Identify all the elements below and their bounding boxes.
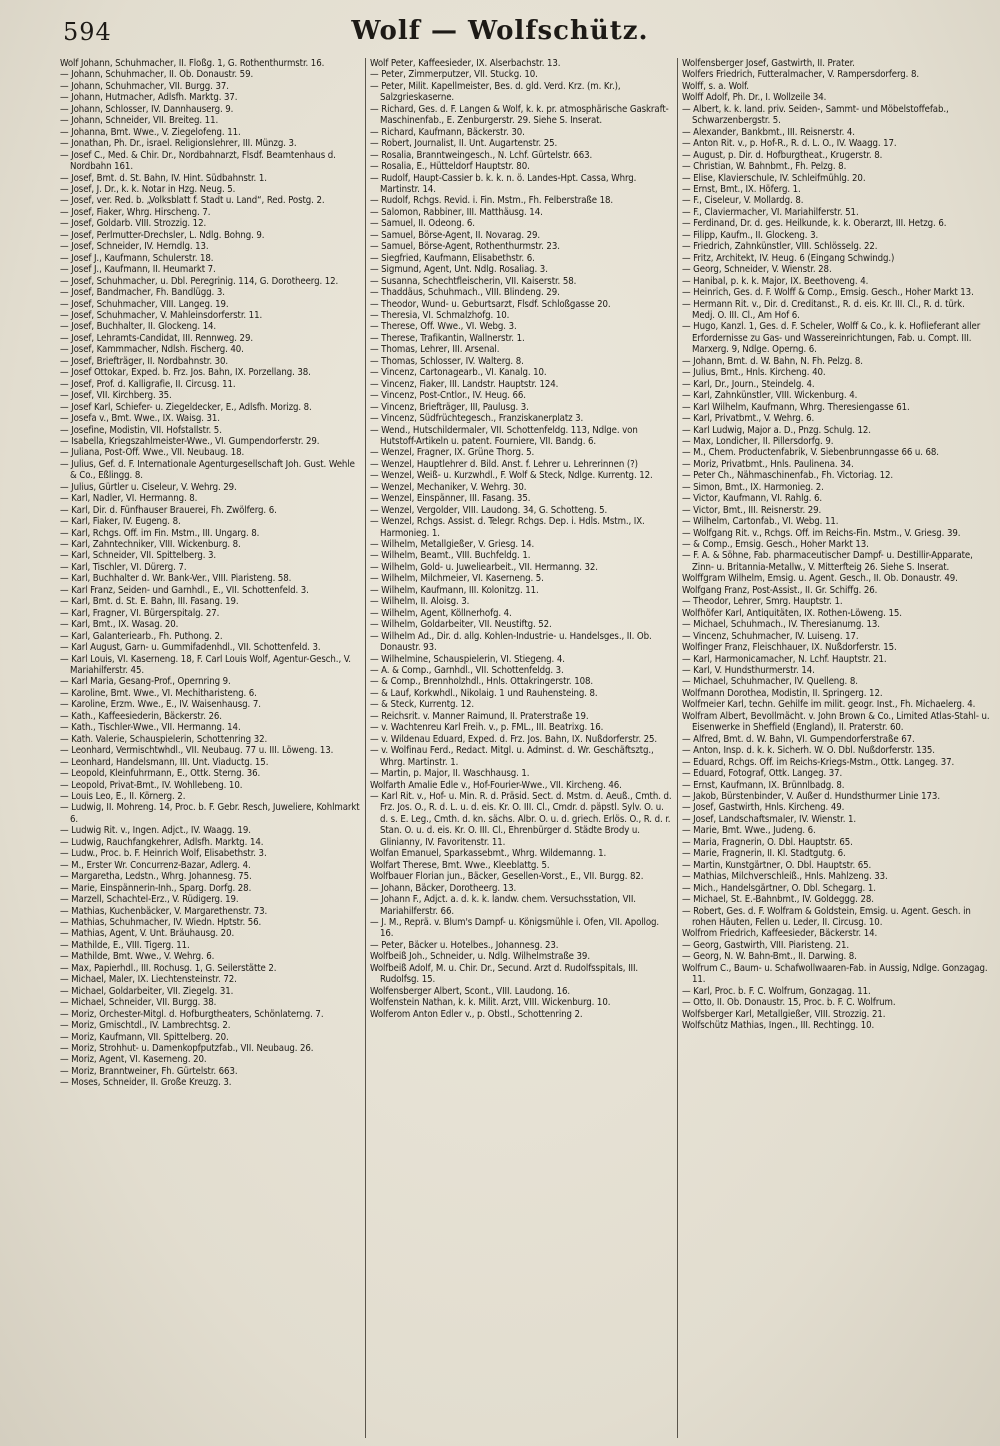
- directory-entry: — Karoline, Erzm. Wwe., E., IV. Waisenhausg. 7.: [60, 699, 261, 711]
- directory-entry: — Leopold, Privat-Bmt., IV. Wohllebeng. 10.: [60, 779, 243, 791]
- directory-entry: Wolf Johann, Schuhmacher, II. Floßg. 1, G. Rothenthurmstr. 16.: [60, 58, 325, 69]
- directory-entry: — Susanna, Schechtfleischerin, VII. Kaiserstr. 58.: [370, 275, 577, 287]
- directory-column-3: [682, 58, 990, 1438]
- directory-entry: — Karl, Dr., Journ., Steindelg. 4.: [682, 378, 815, 390]
- directory-entry: — v. Wachtenreu Karl Freih. v., p. FML., III. Beatrixg. 16.: [370, 722, 604, 734]
- directory-entry: — Josef, Kammmacher, Ndlsh. Fischerg. 40.: [60, 344, 244, 356]
- directory-entry: — Karl Maria, Gesang-Prof., Opernring 9.: [60, 676, 231, 688]
- directory-entry: — Fritz, Architekt, IV. Heug. 6 (Eingang Schwindg.): [682, 252, 895, 264]
- directory-entry: — Karl, Privatbmt., V. Wehrg. 6.: [682, 413, 815, 425]
- directory-entry: — Karl August, Garn- u. Gummifadenhdl., VII. Schottenfeld. 3.: [60, 642, 321, 654]
- directory-entry: Wolfers Friedrich, Futteralmacher, V. Rampersdorferg. 8.: [682, 69, 919, 81]
- column-divider: [365, 58, 366, 1438]
- directory-entry: — Ernst, Kaufmann, IX. Brünnlbadg. 8.: [682, 779, 845, 791]
- directory-entry: — Isabella, Kriegszahlmeister-Wwe., VI. Gumpendorferstr. 29.: [60, 435, 320, 447]
- directory-entry: — Wend., Hutschildermaler, VII. Schottenfeldg. 113, Ndlge. von Hutstoff-Artikeln u. patent. Fourniere, VII. Bandg. 6.: [370, 424, 638, 447]
- directory-entry: — J. M., Reprä. v. Blum's Dampf- u. Königsmühle i. Ofen, VII. Apollog. 16.: [370, 916, 660, 940]
- directory-entry: — Mathias, Kuchenbäcker, V. Margarethenstr. 73.: [60, 905, 268, 917]
- directory-entry: — F., Ciseleur, V. Mollardg. 8.: [682, 195, 804, 207]
- directory-entry: — Leonhard, Vermischtwhdl., VII. Neubaug. 77 u. III. Löweng. 13.: [60, 745, 334, 757]
- directory-entry: — Johanna, Bmt. Wwe., V. Ziegelofeng. 11.: [60, 126, 241, 138]
- directory-entry: — Reichsrit. v. Manner Raimund, II. Praterstraße 19.: [370, 710, 589, 722]
- directory-entry: — Samuel, Börse-Agent, II. Novarag. 29.: [370, 229, 541, 241]
- directory-entry: Wolff Adolf, Ph. Dr., I. Wollzeile 34.: [682, 92, 827, 104]
- directory-entry: — Ludwig, Rauchfangkehrer, Adlsfh. Marktg. 14.: [60, 836, 264, 848]
- directory-entry: — Elise, Klavierschule, IV. Schleifmühlg. 20.: [682, 172, 866, 184]
- directory-entry: — Wenzel, Mechaniker, V. Wehrg. 30.: [370, 481, 527, 493]
- directory-entry: — Johann, Bäcker, Dorotheerg. 13.: [370, 882, 517, 894]
- directory-entry: — Jakob, Bürstenbinder, V. Außer d. Hundsthurmer Linie 173.: [682, 791, 940, 802]
- directory-entry: — Kath., Tischler-Wwe., VII. Hermanng. 14.: [60, 722, 241, 734]
- directory-entry: — Moriz, Kaufmann, VII. Spittelberg. 20.: [60, 1031, 229, 1043]
- directory-entry: — Rudolf, Rchgs. Revid. i. Fin. Mstm., Fh. Felberstraße 18.: [370, 195, 613, 207]
- directory-entry: — Max, Papierhdl., III. Rochusg. 1, G. Seilerstätte 2.: [60, 962, 277, 974]
- directory-entry: — Josef, VII. Kirchberg. 35.: [60, 390, 172, 402]
- directory-entry: — Karl Wilhelm, Kaufmann, Whrg. Theresiengasse 61.: [682, 401, 910, 413]
- running-title: Wolf — Wolfschütz.: [351, 16, 649, 46]
- directory-entry: — Thomas, Schlosser, IV. Walterg. 8.: [370, 355, 524, 367]
- directory-entry: — Josef, Prof. d. Kalligrafie, II. Circusg. 11.: [60, 378, 236, 390]
- directory-entry: Wolffgram Wilhelm, Emsig. u. Agent. Gesch., II. Ob. Donaustr. 49.: [682, 573, 958, 585]
- directory-entry: — Alfred, Bmt. d. W. Bahn, VI. Gumpendorferstraße 67.: [682, 733, 915, 745]
- directory-entry: Wolfbeiß Joh., Schneider, u. Ndlg. Wilhelmstraße 39.: [370, 951, 590, 963]
- directory-entry: — Wenzel, Einspänner, III. Fasang. 35.: [370, 493, 531, 505]
- directory-entry: Wolfhöfer Karl, Antiquitäten, IX. Rothen-Löweng. 15.: [682, 607, 902, 619]
- directory-entry: — Robert, Journalist, II. Unt. Augartenstr. 25.: [370, 138, 558, 150]
- directory-column-1: [60, 58, 360, 1438]
- directory-entry: — Karl, Nadler, VI. Hermanng. 8.: [60, 493, 198, 505]
- directory-entry: — Ernst, Bmt., IX. Höferg. 1.: [682, 183, 801, 195]
- directory-entry: — Maria, Fragnerin, O. Dbl. Hauptstr. 65.: [682, 836, 853, 848]
- directory-entry: — Josef, Schuhmacher, V. Mahleinsdorferstr. 11.: [60, 309, 263, 321]
- directory-entry: — Karl, Bmt., IX. Wasag. 20.: [60, 619, 179, 631]
- directory-entry: — Therese, Trafikantin, Wallnerstr. 1.: [370, 332, 525, 344]
- directory-entry: — Karl, Fragner, VI. Bürgerspitalg. 27.: [60, 607, 220, 619]
- directory-entry: Wolf Peter, Kaffeesieder, IX. Alserbachstr. 13.: [370, 58, 561, 69]
- directory-entry: — Ferdinand, Dr. d. ges. Heilkunde, k. k. Oberarzt, III. Hetzg. 6.: [682, 218, 947, 230]
- directory-entry: — Vincenz, Post-Cntlor., IV. Heug. 66.: [370, 390, 526, 402]
- directory-entry: Wolfgang Franz, Post-Assist., II. Gr. Schiffg. 26.: [682, 584, 878, 596]
- directory-entry: — Karl Rit. v., Hof- u. Min. R. d. Präsid. Sect. d. Mstm. d. Aeuß., Cmth. d. Frz. Jos. O., R. d. L. u. d. eis. Kr. O. III. Cl., Cmdr. d. päpstl. Sylv. O. u. d. s. E. Leg., Cmth. d. kn. sächs. Albr. O. u. d. griech. Erlös. O., R. d. r. Stan. O. u. d. eis. Kr. O. III. Cl., Ehrenbürger d. Städte Brody u. Glinianny, IV. Favoritenstr. 11.: [370, 791, 672, 848]
- directory-entry: — Wilhelm, Agent, Köllnerhofg. 4.: [370, 607, 512, 619]
- directory-entry: — Wilhelm Ad., Dir. d. allg. Kohlen-Industrie- u. Handelsges., II. Ob. Donaustr. 93.: [370, 630, 652, 654]
- directory-entry: — Moriz, Privatbmt., Hnls. Paulinena. 34.: [682, 458, 854, 470]
- directory-entry: — Rosalia, E., Hütteldorf Hauptstr. 80.: [370, 161, 530, 173]
- directory-entry: — Josef Ottokar, Exped. b. Frz. Jos. Bahn, IX. Porzellang. 38.: [60, 367, 311, 379]
- directory-entry: — Peter Ch., Nähmaschinenfab., Fh. Victoriag. 12.: [682, 470, 893, 482]
- directory-entry: — Wilhelmine, Schauspielerin, VI. Stiegeng. 4.: [370, 653, 565, 665]
- directory-entry: — Moriz, Orchester-Mitgl. d. Hofburgtheaters, Schönlaterng. 7.: [60, 1008, 324, 1020]
- directory-entry: — & Steck, Kurrentg. 12.: [370, 699, 475, 711]
- directory-entry: — Karl, Zahntechniker, VIII. Wickenburg. 8.: [60, 539, 241, 551]
- directory-entry: — Rudolf, Haupt-Cassier b. k. k. n. ö. Landes-Hpt. Cassa, Whrg. Martinstr. 14.: [370, 172, 637, 195]
- directory-entry: — Georg, N. W. Bahn-Bmt., II. Darwing. 8.: [682, 951, 857, 963]
- directory-entry: — Karl, Fiaker, IV. Eugeng. 8.: [60, 516, 181, 528]
- directory-entry: — Karl, Schneider, VII. Spittelberg. 3.: [60, 550, 217, 562]
- directory-entry: — Johann, Schneider, VII. Breiteg. 11.: [60, 115, 219, 127]
- directory-entry: Wolfart Therese, Bmt. Wwe., Kleeblattg. 5.: [370, 859, 550, 871]
- directory-entry: — Eduard, Fotograf, Ottk. Langeg. 37.: [682, 768, 843, 780]
- directory-entry: — Otto, II. Ob. Donaustr. 15, Proc. b. F. C. Wolfrum.: [682, 997, 896, 1009]
- directory-entry: — Mathias, Agent, V. Unt. Bräuhausg. 20.: [60, 928, 235, 940]
- directory-entry: — Karl, Buchhalter d. Wr. Bank-Ver., VIII. Piaristeng. 58.: [60, 573, 292, 585]
- directory-columns: [60, 58, 990, 1440]
- directory-entry: — Michael, Schuhmach., IV. Theresianumg. 13.: [682, 619, 880, 631]
- directory-entry: — Mich., Handelsgärtner, O. Dbl. Schegarg. 1.: [682, 882, 876, 894]
- directory-entry: — Josef, Briefträger, II. Nordbahnstr. 30.: [60, 355, 229, 367]
- directory-entry: — F. A. & Söhne, Fab. pharmaceutischer Dampf- u. Destillir-Apparate, Zinn- u. Britannia-Metallw., V. Mitterfteig 26. Siehe S. Inserat.: [682, 550, 973, 573]
- directory-entry: — Anton Rit. v., p. Hof-R., R. d. L. O., IV. Waagg. 17.: [682, 138, 897, 150]
- directory-entry: Wolfmeier Karl, techn. Gehilfe im milit. geogr. Inst., Fh. Michaelerg. 4.: [682, 699, 976, 711]
- directory-entry: — & Lauf, Korkwhdl., Nikolaig. 1 und Rauhensteing. 8.: [370, 687, 598, 699]
- directory-entry: — Anton, Insp. d. k. k. Sicherh. W. O. Dbl. Nußdorferstr. 135.: [682, 745, 935, 757]
- directory-entry: Wolfbauer Florian jun., Bäcker, Gesellen-Vorst., E., VII. Burgg. 82.: [370, 871, 644, 883]
- directory-entry: — Karl, Proc. b. F. C. Wolfrum, Gonzagag. 11.: [682, 985, 871, 997]
- directory-entry: — Mathilde, Bmt. Wwe., V. Wehrg. 6.: [60, 951, 215, 963]
- directory-entry: — Mathilde, E., VIII. Tigerg. 11.: [60, 939, 190, 951]
- directory-entry: Wolfensberger Josef, Gastwirth, II. Prater.: [682, 58, 855, 69]
- directory-entry: — Albert, k. k. land. priv. Seiden-, Sammt- und Möbelstoffefab., Schwarzenbergstr. 5.: [682, 103, 949, 127]
- directory-entry: — Richard, Kaufmann, Bäckerstr. 30.: [370, 126, 525, 138]
- directory-entry: Wolfschütz Mathias, Ingen., III. Rechtingg. 10.: [682, 1020, 875, 1032]
- directory-entry: — August, p. Dir. d. Hofburgtheat., Krugerstr. 8.: [682, 149, 883, 161]
- directory-entry: — Josefa v., Bmt. Wwe., IX. Waisg. 31.: [60, 413, 220, 425]
- directory-entry: — Hugo, Kanzl. 1, Ges. d. F. Scheler, Wolff & Co., k. k. Hoflieferant aller Erfordernisse zu Gas- und Wassereinrichtungen, Fab. u. Compt. III. Marxerg. 9, Ndlge. Operng. 6.: [682, 321, 981, 356]
- directory-entry: — Simon, Bmt., IX. Harmonieg. 2.: [682, 481, 824, 493]
- directory-entry: — Julius, Gef. d. F. Internationale Agenturgesellschaft Joh. Gust. Wehle & Co., Eßlingg. 8.: [60, 458, 355, 482]
- directory-entry: — Margaretha, Ledstn., Whrg. Johannesg. 75.: [60, 871, 252, 883]
- directory-entry: — & Comp., Emsig. Gesch., Hoher Markt 13.: [682, 539, 869, 551]
- directory-entry: — Mathias, Schuhmacher, IV. Wiedn. Hptstr. 56.: [60, 916, 262, 928]
- directory-entry: — Thaddäus, Schuhmach., VIII. Blindeng. 29.: [370, 287, 560, 299]
- directory-entry: Wolfrum C., Baum- u. Schafwollwaaren-Fab. in Aussig, Ndlge. Gonzagag. 11.: [682, 962, 988, 986]
- directory-entry: Wolfbeiß Adolf, M. u. Chir. Dr., Secund. Arzt d. Rudolfsspitals, III. Rudolfsg. 15.: [370, 962, 639, 986]
- directory-entry: — Josef, ver. Red. b. „Volksblatt f. Stadt u. Land“, Red. Postg. 2.: [60, 195, 325, 207]
- directory-entry: — Josef J., Kaufmann, Schulerstr. 18.: [60, 252, 214, 264]
- directory-entry: — Victor, Kaufmann, VI. Rahlg. 6.: [682, 493, 823, 505]
- directory-entry: — Sigmund, Agent, Unt. Ndlg. Rosaliag. 3.: [370, 264, 548, 276]
- directory-entry: — Georg, Schneider, V. Wienstr. 28.: [682, 264, 832, 276]
- directory-entry: — M., Erster Wr. Concurrenz-Bazar, Adlerg. 4.: [60, 859, 251, 871]
- directory-entry: — A. & Comp., Garnhdl., VII. Schottenfeldg. 3.: [370, 665, 564, 677]
- directory-entry: — Wilhelm, II. Aloisg. 3.: [370, 596, 470, 608]
- directory-entry: — Vincenz, Schuhmacher, IV. Luiseng. 17.: [682, 630, 859, 642]
- directory-entry: — Wenzel, Weiß- u. Kurzwhdl., F. Wolf & Steck, Ndlge. Kurrentg. 12.: [370, 470, 653, 482]
- directory-entry: — Vincenz, Südfrüchtegesch., Franziskanerplatz 3.: [370, 413, 584, 425]
- directory-entry: — Wilhelm, Goldarbeiter, VII. Neustiftg. 52.: [370, 619, 552, 631]
- directory-entry: Wolfinger Franz, Fleischhauer, IX. Nußdorferstr. 15.: [682, 642, 897, 654]
- directory-entry: — Karl Franz, Seiden- und Garnhdl., E., VII. Schottenfeld. 3.: [60, 584, 309, 596]
- directory-entry: — Karl, Harmonicamacher, N. Lchf. Hauptstr. 21.: [682, 653, 887, 665]
- directory-entry: — Wenzel, Fragner, IX. Grüne Thorg. 5.: [370, 447, 535, 459]
- directory-entry: — Johann, Schuhmacher, II. Ob. Donaustr. 59.: [60, 69, 254, 81]
- directory-entry: — Wilhelm, Metallgießer, V. Griesg. 14.: [370, 539, 535, 551]
- directory-entry: — Karl, Rchgs. Off. im Fin. Mstm., III. Ungarg. 8.: [60, 527, 260, 539]
- directory-entry: — Karl, Galanteriearb., Fh. Puthong. 2.: [60, 630, 223, 642]
- directory-entry: — Vincenz, Briefträger, III, Paulusg. 3.: [370, 401, 529, 413]
- directory-entry: — Friedrich, Zahnkünstler, VIII. Schlösselg. 22.: [682, 241, 878, 253]
- directory-entry: — Peter, Bäcker u. Hotelbes., Johannesg. 23.: [370, 939, 559, 951]
- directory-entry: — Juliana, Post-Off. Wwe., VII. Neubaug. 18.: [60, 447, 245, 459]
- directory-entry: — Kath. Valerie, Schauspielerin, Schottenring 32.: [60, 733, 268, 745]
- directory-entry: Wolfan Emanuel, Sparkassebmt., Whrg. Wildemanng. 1.: [370, 848, 607, 860]
- directory-entry: — Johann, Schlosser, IV. Dannhauserg. 9.: [60, 103, 234, 115]
- directory-entry: — Vincenz, Fiaker, III. Landstr. Hauptstr. 124.: [370, 378, 559, 390]
- directory-entry: — Marie, Einspännerin-Inh., Sparg. Dorfg. 28.: [60, 882, 252, 894]
- directory-entry: — Moriz, Agent, VI. Kaserneng. 20.: [60, 1054, 207, 1066]
- directory-entry: Wolff, s. a. Wolf.: [682, 80, 749, 92]
- directory-entry: — Ludwig Rit. v., Ingen. Adjct., IV. Waagg. 19.: [60, 825, 251, 837]
- directory-entry: — Richard, Ges. d. F. Langen & Wolf, k. k. pr. atmosphärische Gaskraft-Maschinenfab., E. Zenburgerstr. 29. Siehe S. Inserat.: [370, 103, 669, 127]
- directory-entry: — Michael, Schuhmacher, IV. Quelleng. 8.: [682, 676, 858, 688]
- column-divider: [677, 58, 678, 1438]
- directory-entry: — Therese, Off. Wwe., VI. Webg. 3.: [370, 321, 517, 333]
- directory-entry: — M., Chem. Productenfabrik, V. Siebenbrunngasse 66 u. 68.: [682, 447, 939, 459]
- directory-entry: — Ludwig, II. Mohreng. 14, Proc. b. F. Gebr. Resch, Juweliere, Kohlmarkt 6.: [60, 802, 360, 825]
- directory-entry: — Moriz, Strohhut- u. Damenkopfputzfab., VII. Neubaug. 26.: [60, 1042, 314, 1054]
- directory-entry: — Kath., Kaffeesiederin, Bäckerstr. 26.: [60, 710, 222, 722]
- directory-entry: — Josef C., Med. & Chir. Dr., Nordbahnarzt, Flsdf. Beamtenhaus d. Nordbahn 161.: [60, 149, 336, 173]
- directory-entry: — Wilhelm, Milchmeier, VI. Kaserneng. 5.: [370, 573, 544, 585]
- directory-entry: — Mathias, Milchverschleiß., Hnls. Mahlzeng. 33.: [682, 871, 888, 883]
- directory-entry: — Rosalia, Branntweingesch., N. Lchf. Gürtelstr. 663.: [370, 149, 593, 161]
- directory-entry: — Samuel, Börse-Agent, Rothenthurmstr. 23.: [370, 241, 560, 253]
- directory-entry: — Theresia, VI. Schmalzhofg. 10.: [370, 309, 510, 321]
- directory-entry: — Josef, Perlmutter-Drechsler, L. Ndlg. Bohng. 9.: [60, 229, 265, 241]
- directory-entry: — Karl Ludwig, Major a. D., Pnzg. Schulg. 12.: [682, 424, 871, 436]
- directory-entry: — Wenzel, Hauptlehrer d. Bild. Anst. f. Lehrer u. Lehrerinnen (?): [370, 458, 638, 470]
- directory-entry: — Marzell, Schachtel-Erz., V. Rüdigerg. 19.: [60, 894, 239, 906]
- directory-entry: — Peter, Zimmerputzer, VII. Stuckg. 10.: [370, 69, 538, 81]
- directory-entry: — Josef J., Kaufmann, II. Heumarkt 7.: [60, 264, 216, 276]
- directory-entry: — Vincenz, Cartonagearb., VI. Kanalg. 10.: [370, 367, 547, 379]
- directory-entry: — Wilhelm, Beamt., VIII. Buchfeldg. 1.: [370, 550, 531, 562]
- directory-entry: Wolfenstein Nathan, k. k. Milit. Arzt, VIII. Wickenburg. 10.: [370, 997, 611, 1009]
- directory-entry: — Moses, Schneider, II. Große Kreuzg. 3.: [60, 1077, 232, 1089]
- directory-entry: — Alexander, Bankbmt., III. Reisnerstr. 4.: [682, 126, 855, 138]
- directory-entry: — Peter, Milit. Kapellmeister, Bes. d. gld. Verd. Krz. (m. Kr.), Salzgrieskaserne.: [370, 80, 621, 104]
- directory-entry: — Hermann Rit. v., Dir. d. Creditanst., R. d. eis. Kr. III. Cl., R. d. türk. Medj. O. III. Cl., Am Hof 6.: [682, 298, 965, 321]
- directory-entry: Wolfmann Dorothea, Modistin, II. Springerg. 12.: [682, 687, 883, 699]
- directory-entry: — Johann, Bmt. d. W. Bahn, N. Fh. Pelzg. 8.: [682, 355, 863, 367]
- directory-entry: — Josef, Buchhalter, II. Glockeng. 14.: [60, 321, 217, 333]
- directory-entry: — Max, Londicher, II. Pillersdorfg. 9.: [682, 435, 834, 447]
- page-header: [0, 0, 1000, 56]
- directory-entry: — Wenzel, Rchgs. Assist. d. Telegr. Rchgs. Dep. i. Hdls. Mstm., IX. Harmonieg. 1.: [370, 516, 645, 539]
- directory-entry: — Leopold, Kleinfuhrmann, E., Ottk. Sterng. 36.: [60, 768, 261, 780]
- directory-entry: — Josef, Fiaker, Whrg. Hirscheng. 7.: [60, 206, 211, 218]
- directory-entry: — Siegfried, Kaufmann, Elisabethstr. 6.: [370, 252, 535, 264]
- directory-entry: — Marie, Fragnerin, II. Kl. Stadtgutg. 6.: [682, 848, 846, 860]
- directory-entry: — Karoline, Bmt. Wwe., VI. Mechitharisteng. 6.: [60, 687, 257, 699]
- directory-entry: — Wilhelm, Gold- u. Juweliearbeit., VII. Hermanng. 32.: [370, 561, 598, 573]
- directory-entry: — Moriz, Branntweiner, Fh. Gürtelstr. 663.: [60, 1065, 238, 1077]
- directory-entry: — Filipp, Kaufm., II. Glockeng. 3.: [682, 229, 819, 241]
- directory-entry: — Josef, Schneider, IV. Herndlg. 13.: [60, 241, 209, 253]
- directory-entry: — Martin, p. Major, II. Waschhausg. 1.: [370, 768, 530, 780]
- directory-entry: — Leonhard, Handelsmann, III. Unt. Viaductg. 15.: [60, 756, 269, 768]
- directory-entry: — Johann, Hutmacher, Adlsfh. Marktg. 37.: [60, 92, 238, 104]
- directory-entry: — Josef, Landschaftsmaler, IV. Wienstr. 1.: [682, 813, 857, 825]
- directory-entry: — Michael, St. E.-Bahnbmt., IV. Goldeggg. 28.: [682, 894, 874, 906]
- directory-entry: — Martin, Kunstgärtner, O. Dbl. Hauptstr. 65.: [682, 859, 872, 871]
- directory-entry: — Josef, Bandmacher, Fh. Bandlügg. 3.: [60, 287, 225, 299]
- directory-entry: — Theodor, Lehrer, Smrg. Hauptstr. 1.: [682, 596, 843, 608]
- directory-entry: — v. Wildenau Eduard, Exped. d. Frz. Jos. Bahn, IX. Nußdorferstr. 25.: [370, 733, 658, 745]
- directory-entry: — & Comp., Brennholzhdl., Hnls. Ottakringerstr. 108.: [370, 676, 594, 688]
- directory-entry: — Josefine, Modistin, VII. Hofstallstr. 5.: [60, 424, 222, 436]
- directory-entry: — Karl, Zahnkünstler, VIII. Wickenburg. 4.: [682, 390, 858, 402]
- directory-entry: Wolferom Anton Edler v., p. Obstl., Schottenring 2.: [370, 1008, 583, 1020]
- directory-entry: — Josef, Schuhmacher, VIII. Langeg. 19.: [60, 298, 229, 310]
- directory-entry: — Louis Leo, E., II. Körnerg. 2.: [60, 791, 186, 802]
- directory-entry: — Salomon, Rabbiner, III. Matthäusg. 14.: [370, 206, 543, 218]
- directory-entry: — Wilhelm, Kaufmann, III. Kolonitzg. 11.: [370, 584, 539, 596]
- directory-entry: — Julius, Bmt., Hnls. Kircheng. 40.: [682, 367, 826, 379]
- directory-entry: — Julius, Gürtler u. Ciseleur, V. Wehrg. 29.: [60, 481, 237, 493]
- directory-entry: — Karl, Tischler, VI. Dürerg. 7.: [60, 561, 187, 573]
- directory-entry: — Marie, Bmt. Wwe., Judeng. 6.: [682, 825, 816, 837]
- directory-entry: — Johann, Schuhmacher, VII. Burgg. 37.: [60, 80, 229, 92]
- directory-entry: — Josef, Gastwirth, Hnls. Kircheng. 49.: [682, 802, 845, 814]
- directory-entry: Wolfarth Amalie Edle v., Hof-Fourier-Wwe., VII. Kircheng. 46.: [370, 779, 622, 791]
- directory-entry: — Karl Louis, VI. Kaserneng. 18, F. Carl Louis Wolf, Agentur-Gesch., V. Mariahilferstr. 45.: [60, 653, 351, 677]
- directory-entry: Wolfsberger Karl, Metallgießer, VIII. Strozzig. 21.: [682, 1008, 886, 1020]
- page-number: 594: [63, 18, 112, 46]
- directory-entry: — Josef, Goldarb. VIII. Strozzig. 12.: [60, 218, 207, 230]
- directory-entry: — Robert, Ges. d. F. Wolfram & Goldstein, Emsig. u. Agent. Gesch. in rohen Häuten, Fellen u. Leder, II. Circusg. 10.: [682, 905, 971, 928]
- directory-entry: — Josef, Lehramts-Candidat, III. Rennweg. 29.: [60, 332, 253, 344]
- directory-entry: — Karl, V. Hundsthurmerstr. 14.: [682, 665, 815, 677]
- directory-entry: Wolfensberger Albert, Scont., VIII. Laudong. 16.: [370, 985, 570, 997]
- directory-entry: — Georg, Gastwirth, VIII. Piaristeng. 21.: [682, 939, 850, 951]
- directory-entry: — Karl, Dir. d. Fünfhauser Brauerei, Fh. Zwölferg. 6.: [60, 504, 277, 516]
- directory-entry: — F., Claviermacher, VI. Mariahilferstr. 51.: [682, 206, 859, 218]
- directory-entry: — Josef Karl, Schiefer- u. Ziegeldecker, E., Adlsfh. Morizg. 8.: [60, 401, 312, 413]
- directory-entry: — Michael, Maler, IX. Liechtensteinstr. 72.: [60, 974, 237, 986]
- directory-entry: — Wilhelm, Cartonfab., VI. Webg. 11.: [682, 516, 839, 528]
- directory-entry: — Moriz, Gmischtdl., IV. Lambrechtsg. 2.: [60, 1020, 231, 1032]
- directory-entry: — Hanibal, p. k. k. Major, IX. Beethoveng. 4.: [682, 275, 869, 287]
- directory-column-2: [370, 58, 674, 1438]
- directory-entry: — Michael, Goldarbeiter, VII. Ziegelg. 31.: [60, 985, 234, 997]
- directory-entry: — Eduard, Rchgs. Off. im Reichs-Kriegs-Mstm., Ottk. Langeg. 37.: [682, 756, 955, 768]
- directory-entry: Wolfram Albert, Bevollmächt. v. John Brown & Co., Limited Atlas-Stahl- u. Eisenwerke in Sheffield (England), II. Praterstr. 60.: [682, 710, 990, 734]
- directory-entry: — Ludw., Proc. b. F. Heinrich Wolf, Elisabethstr. 3.: [60, 848, 267, 860]
- directory-entry: — Victor, Bmt., III. Reisnerstr. 29.: [682, 504, 822, 516]
- directory-entry: — Thomas, Lehrer, III. Arsenal.: [370, 344, 500, 356]
- directory-entry: — Christian, W. Bahnbmt., Fh. Pelzg. 8.: [682, 161, 847, 173]
- directory-entry: — Josef, J. Dr., k. k. Notar in Hzg. Neug. 5.: [60, 183, 236, 195]
- directory-entry: — v. Wolfinau Ferd., Redact. Mitgl. u. Adminst. d. Wr. Geschäftsztg., Whrg. Martinstr. 1.: [370, 745, 654, 768]
- directory-entry: — Theodor, Wund- u. Geburtsarzt, Flsdf. Schloßgasse 20.: [370, 298, 611, 310]
- directory-entry: — Josef, Bmt. d. St. Bahn, IV. Hint. Südbahnstr. 1.: [60, 172, 267, 184]
- directory-entry: — Johann F., Adjct. a. d. k. k. landw. chem. Versuchsstation, VII. Mariahilferstr. 66.: [370, 894, 636, 917]
- directory-entry: — Karl, Bmt. d. St. E. Bahn, III. Fasang. 19.: [60, 596, 239, 608]
- directory-entry: — Jonathan, Ph. Dr., israel. Religionslehrer, III. Münzg. 3.: [60, 138, 297, 150]
- directory-entry: Wolfrom Friedrich, Kaffeesieder, Bäckerstr. 14.: [682, 928, 878, 940]
- directory-entry: — Wolfgang Rit. v., Rchgs. Off. im Reichs-Fin. Mstm., V. Griesg. 39.: [682, 527, 961, 539]
- directory-entry: — Michael, Schneider, VII. Burgg. 38.: [60, 997, 217, 1009]
- directory-entry: — Josef, Schuhmacher, u. Dbl. Peregrinig. 114, G. Dorotheerg. 12.: [60, 275, 339, 287]
- directory-entry: — Samuel, II. Odeong. 6.: [370, 218, 475, 230]
- directory-entry: — Wenzel, Vergolder, VIII. Laudong. 34, G. Schotteng. 5.: [370, 504, 608, 516]
- directory-entry: — Heinrich, Ges. d. F. Wolff & Comp., Emsig. Gesch., Hoher Markt 13.: [682, 287, 974, 299]
